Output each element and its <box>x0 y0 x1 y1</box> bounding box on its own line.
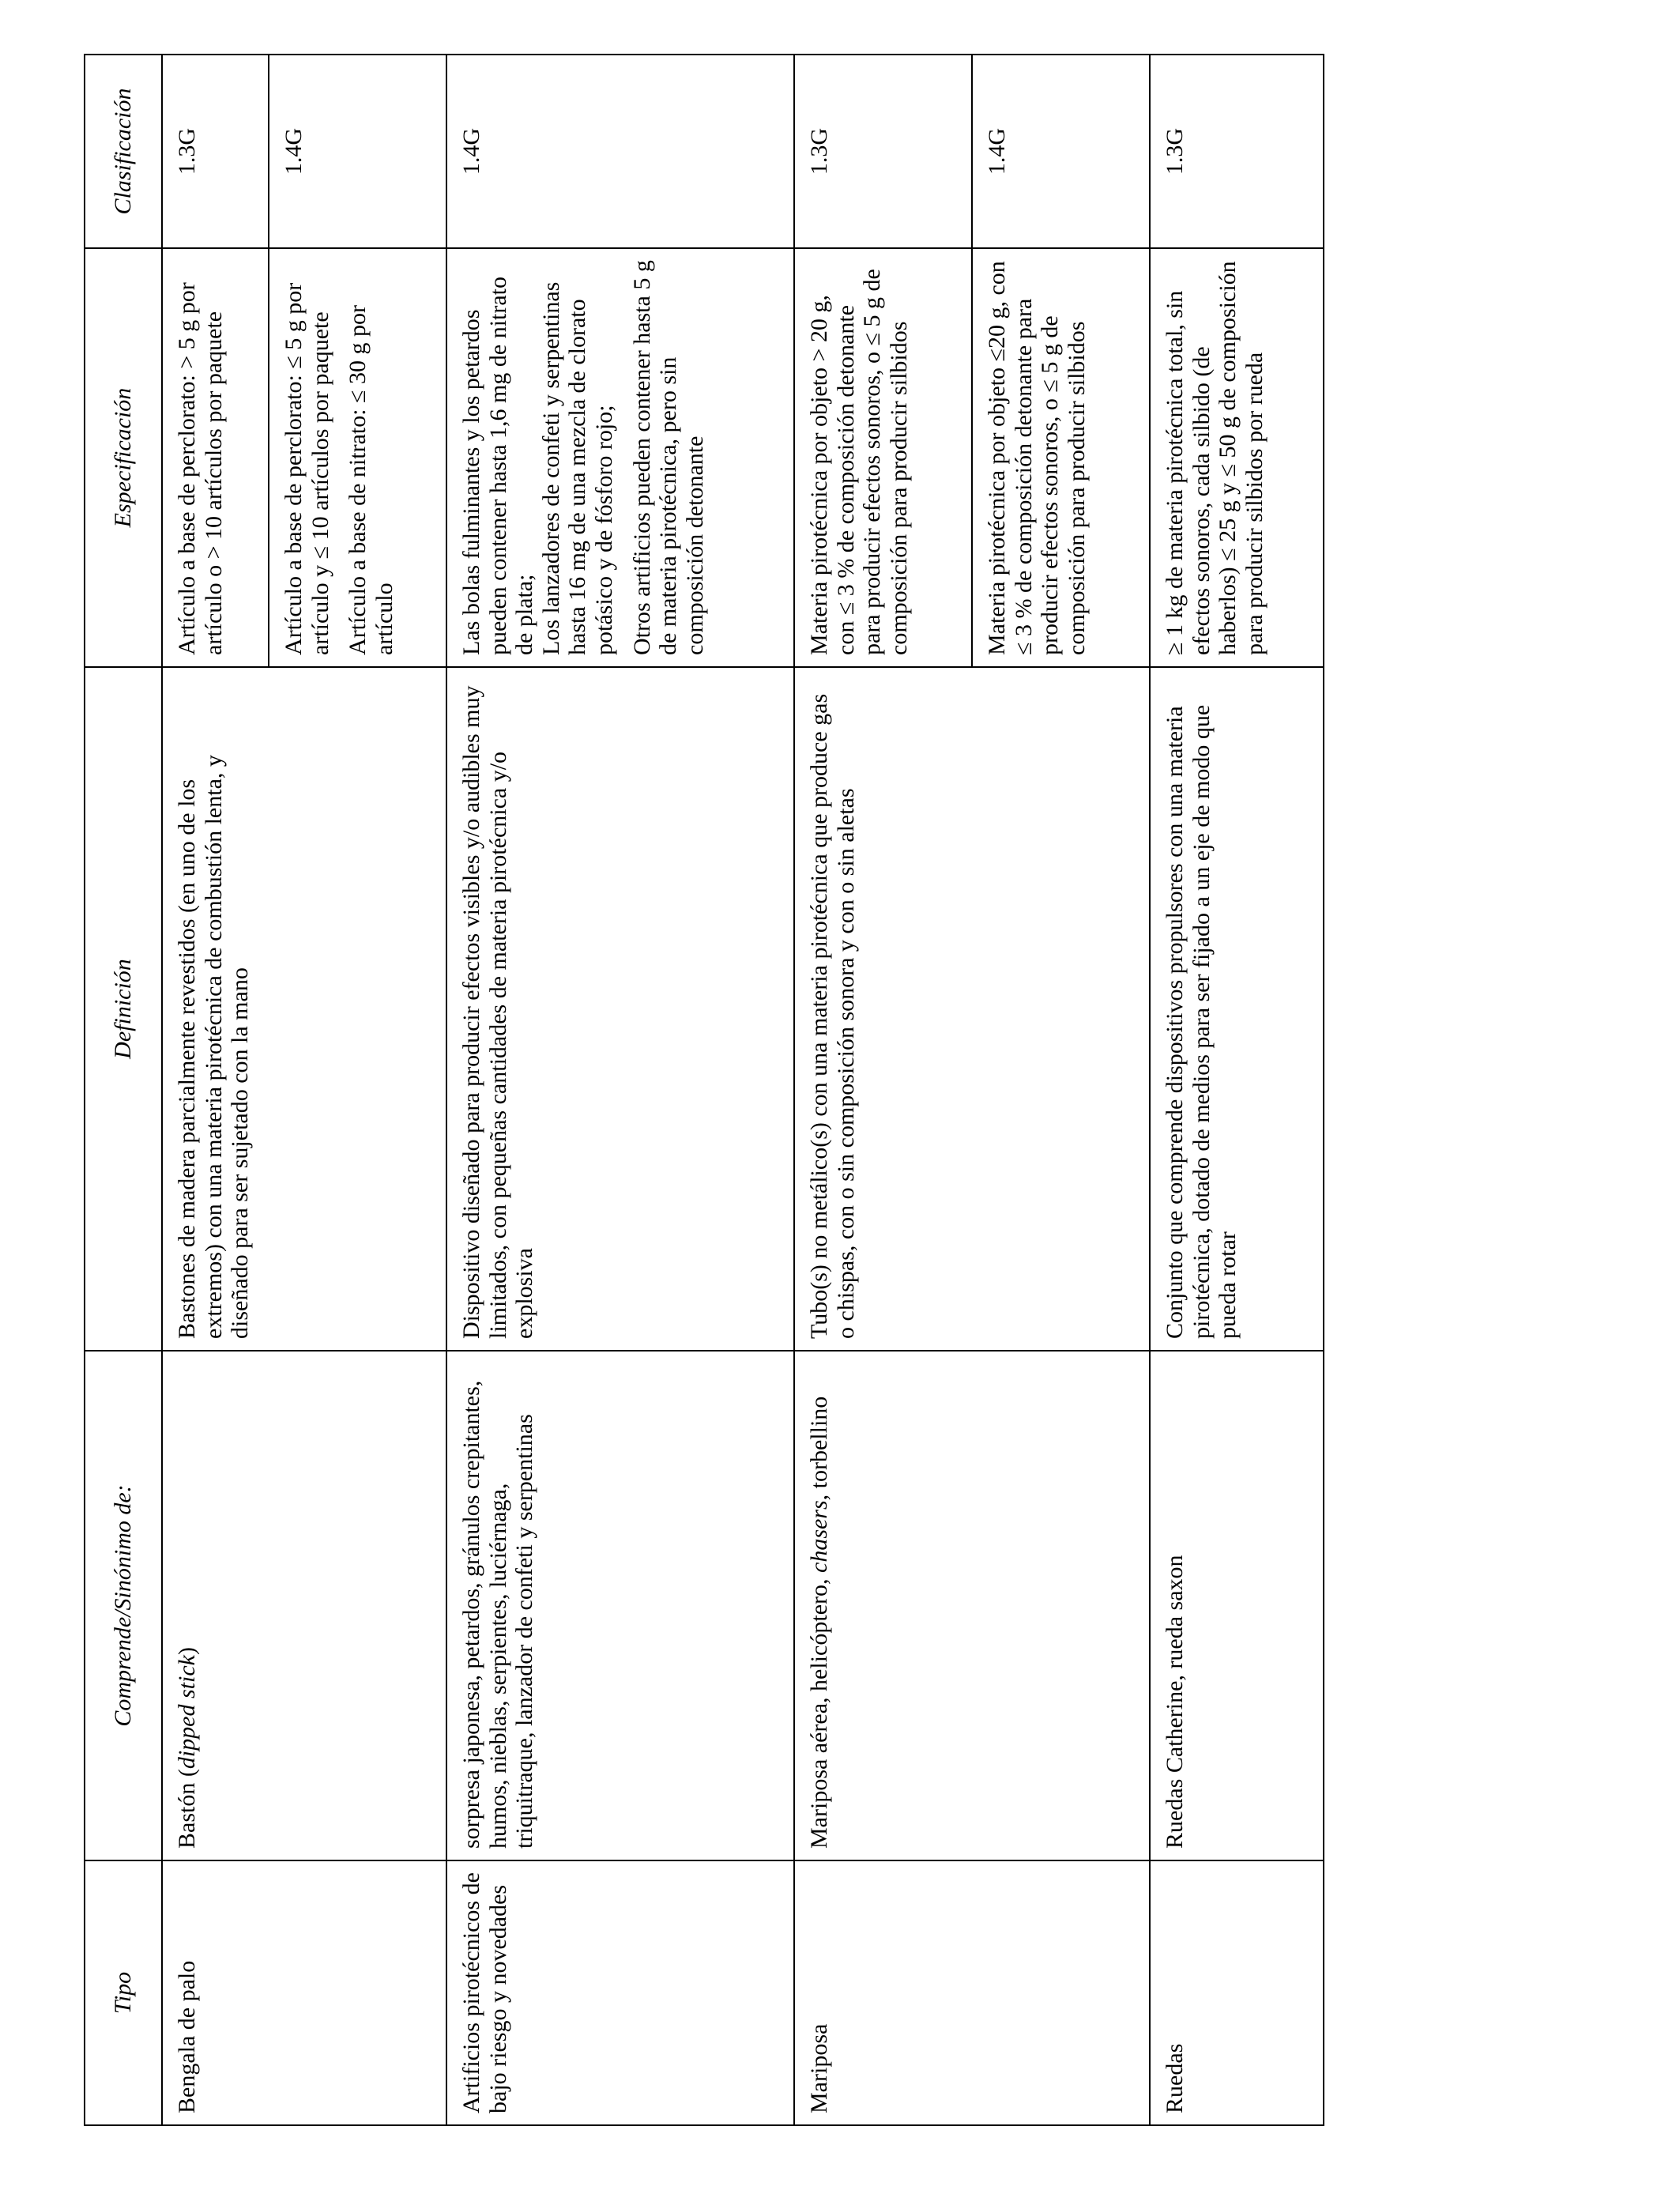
table-row <box>162 55 269 2125</box>
spec-paragraph: Los lanzadores de confeti y serpentinas hasta 16 mg de una mezcla de clorato potásico y de fósforo rojo; <box>537 281 617 655</box>
cell-definicion: Bastones de madera parcialmente revestidos (en uno de los extremos) con una materia pirotécnica de combustión lenta, y diseñado para ser sujetado con la mano <box>162 667 446 1351</box>
cell-especificacion <box>446 248 794 667</box>
cell-tipo: Ruedas <box>1150 1860 1324 2125</box>
header-comprende: Comprende/Sinónimo de: <box>85 1351 162 1860</box>
table-row <box>446 55 794 2125</box>
cell-especificacion: Artículo a base de perclorato: > 5 g por artículo o > 10 artículos por paquete <box>162 248 269 667</box>
cell-clasificacion: 1.4G <box>446 55 794 248</box>
cell-comprende: sorpresa japonesa, petardos, gránulos crepitantes, humos, nieblas, serpientes, luciérnaga, triquitraque, lanzador de confeti y serpentinas <box>446 1351 794 1860</box>
table-row <box>794 55 972 2125</box>
comprende-text: Bastón ( <box>174 1769 200 1849</box>
comprende-italic: chasers <box>806 1500 832 1573</box>
header-tipo: Tipo <box>85 1860 162 2125</box>
cell-especificacion <box>269 248 446 667</box>
rotated-page <box>84 55 1315 2126</box>
cell-especificacion: Materia pirotécnica por objeto > 20 g, con ≤ 3 % de composición detonante para producir efectos sonoros, o ≤ 5 g de composición para producir silbidos <box>794 248 972 667</box>
cell-tipo: Bengala de palo <box>162 1860 446 2125</box>
header-definicion: Definición <box>85 667 162 1351</box>
cell-clasificacion: 1.3G <box>794 55 972 248</box>
cell-tipo: Artificios pirotécnicos de bajo riesgo y novedades <box>446 1860 794 2125</box>
cell-clasificacion: 1.4G <box>269 55 446 248</box>
classification-table <box>84 54 1324 2126</box>
table-row <box>1150 55 1324 2125</box>
comprende-text: Mariposa aérea, helicóptero, <box>806 1573 832 1849</box>
cell-definicion: Tubo(s) no metálico(s) con una materia pirotécnica que produce gas o chispas, con o sin composición sonora y con o sin aletas <box>794 667 1150 1351</box>
comprende-text-end: ) <box>174 1647 200 1656</box>
cell-comprende <box>162 1351 446 1860</box>
header-clasificacion: Clasificación <box>85 55 162 248</box>
cell-especificacion: Materia pirotécnica por objeto ≤20 g, con ≤ 3 % de composición detonante para producir efectos sonoros, o ≤ 5 g de composición para producir silbidos <box>972 248 1150 667</box>
cell-definicion: Conjunto que comprende dispositivos propulsores con una materia pirotécnica, dotado de medios para ser fijado a un eje de modo que pueda rotar <box>1150 667 1324 1351</box>
cell-definicion: Dispositivo diseñado para producir efectos visibles y/o audibles muy limitados, con pequeñas cantidades de materia pirotécnica y/o explosiva <box>446 667 794 1351</box>
comprende-text-end: , torbellino <box>806 1396 832 1501</box>
spec-paragraph: Artículo a base de nitrato: ≤ 30 g por artículo <box>345 304 397 655</box>
header-especificacion: Especificación <box>85 248 162 667</box>
cell-clasificacion: 1.4G <box>972 55 1150 248</box>
cell-comprende: Ruedas Catherine, rueda saxon <box>1150 1351 1324 1860</box>
spec-paragraph: Artículo a base de perclorato: ≤ 5 g por artículo y ≤ 10 artículos por paquete <box>281 282 333 655</box>
comprende-italic: dipped stick <box>174 1655 200 1770</box>
cell-clasificacion: 1.3G <box>1150 55 1324 248</box>
cell-clasificacion: 1.3G <box>162 55 269 248</box>
cell-especificacion: ≥ 1 kg de materia pirotécnica total, sin efectos sonoros, cada silbido (de haberlos) ≤ 25 g y ≤ 50 g de composición para producir silbidos por rueda <box>1150 248 1324 667</box>
spec-paragraph: Las bolas fulminantes y los petardos pueden contener hasta 1,6 mg de nitrato de plata; <box>458 276 538 655</box>
spec-paragraph: Otros artificios pueden contener hasta 5 g de materia pirotécnica, pero sin composición detonante <box>628 260 708 655</box>
cell-tipo: Mariposa <box>794 1860 1150 2125</box>
cell-comprende <box>794 1351 1150 1860</box>
header-row <box>85 55 162 2125</box>
